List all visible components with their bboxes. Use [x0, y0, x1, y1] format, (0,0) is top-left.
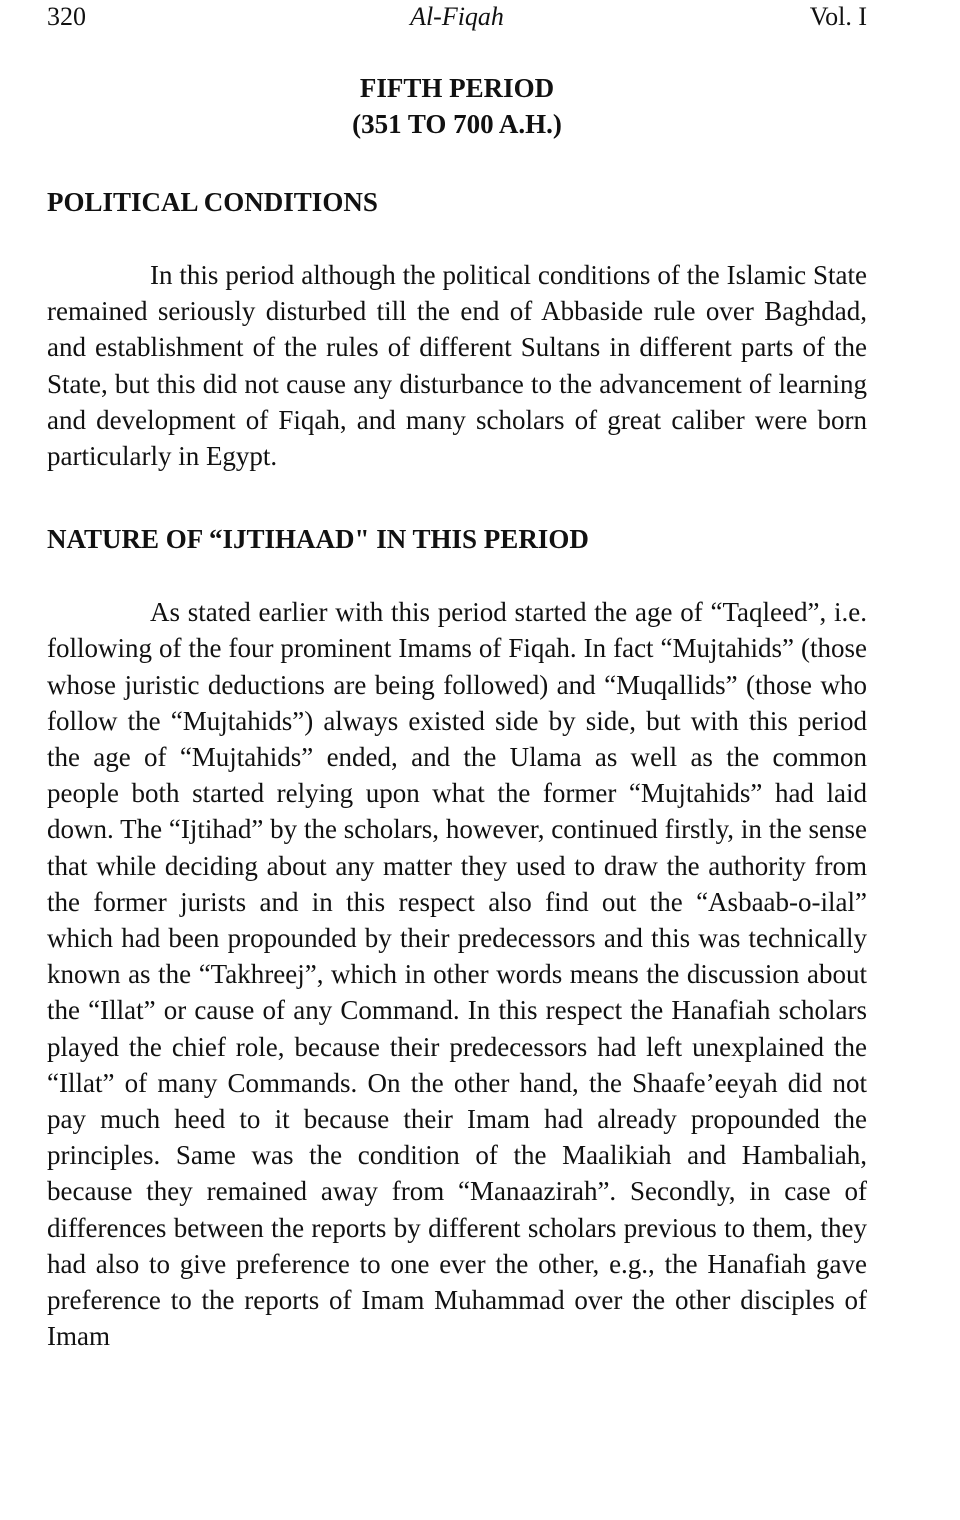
period-title-block [47, 70, 867, 142]
section-heading-nature-of-ijtihaad: NATURE OF “IJTIHAAD" IN THIS PERIOD [47, 524, 589, 555]
paragraph-nature-of-ijtihaad: As stated earlier with this period started the age of “Taqleed”, i.e. following of the four prominent Imams of Fiqah. In fact “Mujtahids” (those whose juristic deductions are being followed) and “Muqallids” (those who follow the “Mujtahids”) always existed side by side, but with this period the age of “Mujtahids” ended, and the Ulama as well as the common people both started relying upon what the former “Mujtahids” had laid down. The “Ijtihad” by the scholars, however, continued firstly, in the sense that while deciding about any matter they used to draw the authority from the former jurists and in this respect also find out the “Asbaab-o-ilal” which had been propounded by their predecessors and this was technically known as the “Takhreej”, which in other words means the discussion about the “Illat” or cause of any Command. In this respect the Hanafiah scholars played the chief role, because their predecessors had left unexplained the “Illat” of many Commands. On the other hand, the Shaafe’eeyah did not pay much heed to it because their Imam had already propounded the principles. Same was the condition of the Maalikiah and Hambaliah, because they remained away from “Manaazirah”. Secondly, in case of differences between the reports by different scholars previous to them, they had also to give preference to one ever the other, e.g., the Hanafiah gave preference to the reports of Imam Muhammad over the other disciples of Imam [47, 597, 867, 1352]
running-header [47, 0, 867, 34]
period-title: FIFTH PERIOD [359, 73, 555, 103]
period-range: (351 TO 700 A.H.) [352, 109, 562, 139]
book-title: Al-Fiqah [410, 2, 504, 31]
book-page [47, 0, 867, 1354]
section-heading-political-conditions: POLITICAL CONDITIONS [47, 187, 378, 217]
paragraph-political-conditions: In this period although the political conditions of the Islamic State remained seriously disturbed till the end of Abbaside rule over Baghdad, and establishment of the rules of different Sultans in different parts of the State, but this did not cause any disturbance to the advancement of learning and development of Fiqah, and many scholars of great caliber were born particularly in Egypt. [47, 260, 867, 472]
volume-label: Vol. I [809, 2, 867, 31]
page-number: 320 [47, 2, 86, 31]
